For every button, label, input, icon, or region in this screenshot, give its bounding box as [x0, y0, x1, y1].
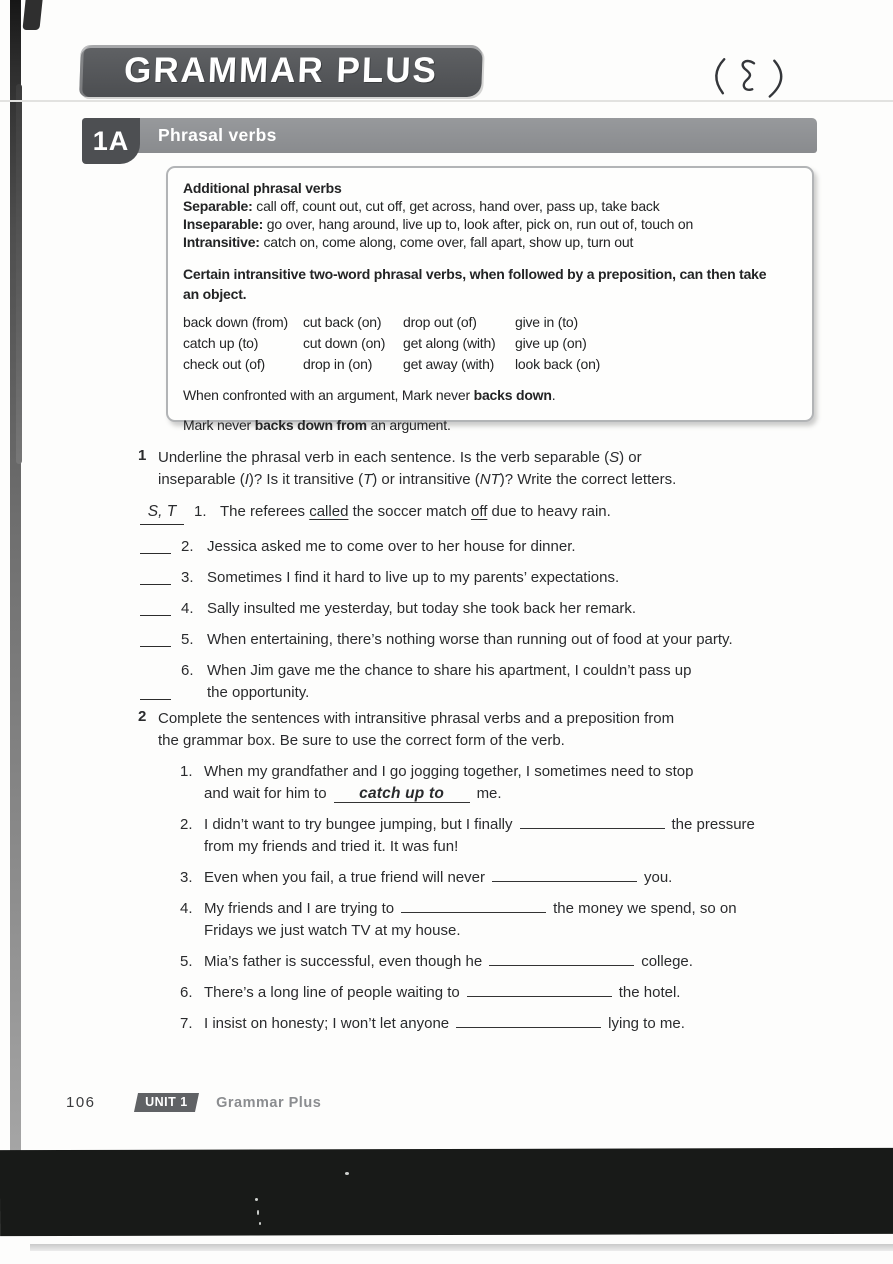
page-number: 106 — [66, 1094, 96, 1111]
question-number: 2. — [180, 816, 193, 833]
question-text: Even when you fail, a true friend will never you. — [204, 869, 673, 886]
exercise-1 — [138, 447, 858, 713]
question-row — [138, 660, 858, 704]
exercise-2 — [138, 708, 858, 1044]
exercise-2-instructions: Complete the sentences with intransitive phrasal verbs and a preposition from the grammar box. Be sure to use the correct form of the verb. — [158, 710, 675, 749]
exercise-2-items — [138, 761, 858, 1035]
scan-speck — [259, 1222, 261, 1225]
question-text: Sally insulted me yesterday, but today she took back her remark. — [207, 600, 637, 617]
exercise-1-instructions: Underline the phrasal verb in each sentence. Is the verb separable (S) or inseparable (I)? Is it transitive (T) or intransitive (NT)? Write the correct letters. — [158, 449, 677, 488]
question-text: The referees called the soccer match off due to heavy rain. — [220, 503, 611, 520]
section-title: Phrasal verbs — [158, 125, 277, 145]
underlined-particle: off — [470, 503, 488, 520]
question-text: When Jim gave me the chance to share his apartment, I couldn’t pass up the opportunity. — [207, 662, 692, 701]
fill-in-blank — [401, 912, 546, 913]
question-row — [138, 567, 858, 589]
separable-verbs: call off, count out, cut off, get across, hand over, pass up, take back — [256, 198, 660, 214]
scan-black-band — [0, 1148, 893, 1236]
scan-bottom-shadow — [30, 1244, 893, 1251]
separable-verbs-line — [183, 197, 794, 215]
exercise-2-header — [138, 708, 858, 751]
spine-mark — [16, 84, 22, 464]
question-number: 4. — [181, 600, 194, 617]
question-number: 7. — [180, 1015, 193, 1032]
question-row — [138, 951, 858, 973]
question-row — [138, 501, 858, 527]
intransitive-verbs-line — [183, 233, 794, 251]
phrasal-verb-cell: catch up (to) — [183, 335, 259, 351]
question-text: I didn’t want to try bungee jumping, but I finally the pressure from my friends and tried it. It was fun! — [204, 816, 755, 855]
scan-speck — [255, 1198, 258, 1201]
grammar-box-heading: Additional phrasal verbs — [183, 180, 342, 196]
fill-in-blank — [492, 881, 637, 882]
phrasal-verb-cell: get along (with) — [403, 335, 496, 351]
question-text: When entertaining, there’s nothing worse than running out of food at your party. — [207, 631, 733, 648]
question-row — [138, 536, 858, 558]
question-number: 5. — [180, 953, 193, 970]
phrasal-verb-cell: give in (to) — [515, 314, 578, 330]
phrasal-verb-table — [183, 312, 794, 375]
handwritten-mark — [691, 46, 807, 110]
question-text: My friends and I are trying to the money we spend, so on Fridays we just watch TV at my house. — [204, 900, 737, 939]
section-code-tab: 1A — [82, 118, 140, 164]
scan-speck — [345, 1172, 349, 1175]
phrasal-verb-cell: give up (on) — [515, 335, 587, 351]
question-number: 1. — [180, 763, 193, 780]
exercise-number: 2 — [138, 708, 147, 725]
fill-in-blank — [520, 828, 665, 829]
written-answer: catch up to — [359, 785, 444, 802]
question-text: I insist on honesty; I won’t let anyone lying to me. — [204, 1015, 685, 1032]
question-text: There’s a long line of people waiting to the hotel. — [204, 984, 681, 1001]
question-number: 3. — [181, 569, 194, 586]
phrasal-verb-cell: get away (with) — [403, 356, 495, 372]
example-sentence: Mark never backs down from an argument. — [183, 417, 451, 433]
inseparable-label: Inseparable: — [183, 216, 264, 232]
unit-badge: UNIT 1 — [134, 1093, 199, 1112]
intransitive-verbs: catch on, come along, come over, fall apart, show up, turn out — [263, 234, 634, 250]
footer-section-label: Grammar Plus — [216, 1094, 322, 1111]
logo-text: GRAMMAR PLUS — [123, 50, 439, 91]
answer-slot — [140, 570, 171, 585]
question-number: 3. — [180, 869, 193, 886]
question-number: 6. — [180, 984, 193, 1001]
grammar-note: Certain intransitive two-word phrasal verbs, when followed by a preposition, can then take an object. — [183, 266, 767, 302]
exercise-1-header — [138, 447, 858, 490]
scan-speck — [257, 1210, 259, 1215]
inseparable-verbs-line — [183, 215, 794, 233]
question-row — [138, 982, 858, 1004]
question-number: 2. — [181, 538, 194, 555]
question-text: Sometimes I find it hard to live up to my parents’ expectations. — [207, 569, 620, 586]
inseparable-verbs: go over, hang around, live up to, look after, pick on, run out of, touch on — [266, 216, 694, 232]
question-row — [138, 1013, 858, 1035]
phrasal-verb-cell: back down (from) — [183, 314, 288, 330]
question-text: When my grandfather and I go jogging together, I sometimes need to stop and wait for him to catch up to me. — [204, 763, 694, 802]
question-row — [138, 867, 858, 889]
answer-slot: S, T — [140, 501, 184, 525]
question-number: 6. — [181, 662, 194, 679]
section-header-bar — [82, 118, 817, 153]
answer-slot — [140, 539, 171, 554]
question-number: 4. — [180, 900, 193, 917]
question-row — [138, 598, 858, 620]
spine-mark — [22, 0, 42, 30]
question-row — [138, 761, 858, 805]
phrasal-verb-cell: look back (on) — [515, 356, 601, 372]
question-number: 5. — [181, 631, 194, 648]
question-text: Mia’s father is successful, even though he college. — [204, 953, 693, 970]
fill-in-blank — [489, 965, 634, 966]
intransitive-label: Intransitive: — [183, 234, 260, 250]
phrasal-verb-cell: drop in (on) — [303, 356, 373, 372]
question-row — [138, 814, 858, 858]
question-text: Jessica asked me to come over to her house for dinner. — [207, 538, 576, 555]
answer-slot — [140, 632, 171, 647]
answer-slot — [140, 601, 171, 616]
example-sentence: When confronted with an argument, Mark never backs down. — [183, 387, 556, 403]
fill-in-blank — [456, 1027, 601, 1028]
question-row — [138, 898, 858, 942]
exercise-1-items — [138, 501, 858, 704]
answer-slot — [140, 685, 171, 700]
phrasal-verb-cell: drop out (of) — [403, 314, 477, 330]
fill-in-blank — [334, 785, 470, 803]
grammar-box — [166, 166, 814, 433]
question-number: 1. — [194, 503, 207, 520]
page-footer — [66, 1093, 321, 1112]
phrasal-verb-cell: cut back (on) — [303, 314, 382, 330]
question-row — [138, 629, 858, 651]
underlined-verb: called — [309, 503, 349, 520]
grammar-plus-logo — [79, 45, 483, 97]
phrasal-verb-cell: check out (of) — [183, 356, 266, 372]
fill-in-blank — [467, 996, 612, 997]
phrasal-verb-cell: cut down (on) — [303, 335, 386, 351]
exercise-number: 1 — [138, 447, 147, 464]
separable-label: Separable: — [183, 198, 253, 214]
